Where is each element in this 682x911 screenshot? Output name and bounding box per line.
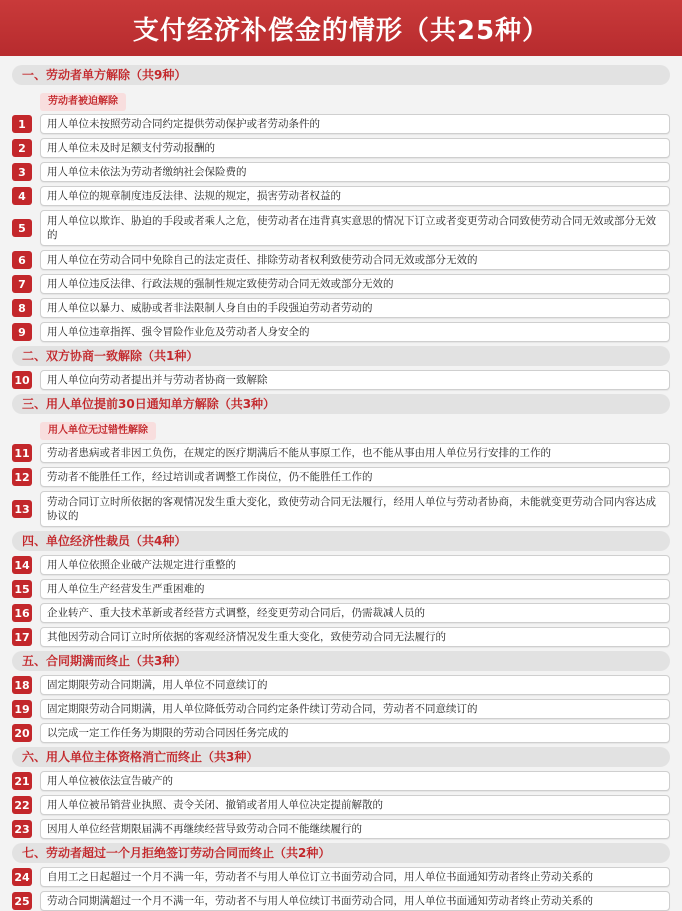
list-item (12, 699, 670, 719)
content-area (0, 56, 682, 911)
section-title: 六、用人单位主体资格消亡而终止（共3种） (12, 747, 670, 767)
item-text: 企业转产、重大技术革新或者经营方式调整，经变更劳动合同后，仍需裁减人员的 (40, 603, 670, 623)
section (12, 531, 670, 647)
section-subtitle: 劳动者被迫解除 (40, 93, 126, 111)
list-item (12, 819, 670, 839)
item-text: 用人单位违章指挥、强令冒险作业危及劳动者人身安全的 (40, 322, 670, 342)
item-number-badge: 4 (12, 187, 32, 205)
item-number-badge: 9 (12, 323, 32, 341)
item-number-badge: 24 (12, 868, 32, 886)
section-title: 二、双方协商一致解除（共1种） (12, 346, 670, 366)
item-number-badge: 10 (12, 371, 32, 389)
section-title: 三、用人单位提前30日通知单方解除（共3种） (12, 394, 670, 414)
list-item (12, 771, 670, 791)
section-title: 七、劳动者超过一个月拒绝签订劳动合同而终止（共2种） (12, 843, 670, 863)
page-title: 支付经济补偿金的情形（共25种） (0, 0, 682, 56)
item-text: 用人单位依照企业破产法规定进行重整的 (40, 555, 670, 575)
item-text: 用人单位的规章制度违反法律、法规的规定，损害劳动者权益的 (40, 186, 670, 206)
list-item (12, 867, 670, 887)
item-number-badge: 14 (12, 556, 32, 574)
item-number-badge: 2 (12, 139, 32, 157)
item-text: 用人单位被依法宣告破产的 (40, 771, 670, 791)
list-item (12, 579, 670, 599)
item-number-badge: 25 (12, 892, 32, 910)
list-item (12, 298, 670, 318)
section (12, 394, 670, 527)
item-text: 固定期限劳动合同期满，用人单位不同意续订的 (40, 675, 670, 695)
list-item (12, 370, 670, 390)
list-item (12, 491, 670, 527)
list-item (12, 138, 670, 158)
section (12, 747, 670, 839)
item-number-badge: 6 (12, 251, 32, 269)
item-text: 用人单位未按照劳动合同约定提供劳动保护或者劳动条件的 (40, 114, 670, 134)
item-text: 用人单位违反法律、行政法规的强制性规定致使劳动合同无效或部分无效的 (40, 274, 670, 294)
list-item (12, 795, 670, 815)
item-text: 劳动者患病或者非因工负伤，在规定的医疗期满后不能从事原工作，也不能从事由用人单位另行安排的工作的 (40, 443, 670, 463)
section-title: 一、劳动者单方解除（共9种） (12, 65, 670, 85)
list-item (12, 114, 670, 134)
list-item (12, 467, 670, 487)
item-text: 用人单位在劳动合同中免除自己的法定责任、排除劳动者权利致使劳动合同无效或部分无效的 (40, 250, 670, 270)
item-text: 劳动合同订立时所依据的客观情况发生重大变化，致使劳动合同无法履行，经用人单位与劳动者协商，未能就变更劳动合同内容达成协议的 (40, 491, 670, 527)
item-text: 其他因劳动合同订立时所依据的客观经济情况发生重大变化，致使劳动合同无法履行的 (40, 627, 670, 647)
item-text: 因用人单位经营期限届满不再继续经营导致劳动合同不能继续履行的 (40, 819, 670, 839)
section (12, 651, 670, 743)
list-item (12, 210, 670, 246)
item-number-badge: 13 (12, 500, 32, 518)
item-number-badge: 8 (12, 299, 32, 317)
list-item (12, 322, 670, 342)
item-number-badge: 15 (12, 580, 32, 598)
item-text: 用人单位生产经营发生严重困难的 (40, 579, 670, 599)
list-item (12, 186, 670, 206)
section-subtitle: 用人单位无过错性解除 (40, 422, 156, 440)
section-title: 四、单位经济性裁员（共4种） (12, 531, 670, 551)
item-number-badge: 19 (12, 700, 32, 718)
item-number-badge: 12 (12, 468, 32, 486)
section (12, 65, 670, 342)
item-number-badge: 3 (12, 163, 32, 181)
item-number-badge: 20 (12, 724, 32, 742)
item-text: 用人单位未依法为劳动者缴纳社会保险费的 (40, 162, 670, 182)
item-text: 用人单位未及时足额支付劳动报酬的 (40, 138, 670, 158)
list-item (12, 891, 670, 911)
item-number-badge: 1 (12, 115, 32, 133)
item-text: 劳动者不能胜任工作，经过培训或者调整工作岗位，仍不能胜任工作的 (40, 467, 670, 487)
list-item (12, 723, 670, 743)
item-number-badge: 16 (12, 604, 32, 622)
item-text: 用人单位以欺诈、胁迫的手段或者乘人之危，使劳动者在违背真实意思的情况下订立或者变更劳动合同致使劳动合同无效或部分无效的 (40, 210, 670, 246)
list-item (12, 675, 670, 695)
list-item (12, 162, 670, 182)
item-text: 固定期限劳动合同期满，用人单位降低劳动合同约定条件续订劳动合同，劳动者不同意续订的 (40, 699, 670, 719)
list-item (12, 627, 670, 647)
section (12, 346, 670, 390)
item-number-badge: 5 (12, 219, 32, 237)
list-item (12, 555, 670, 575)
item-number-badge: 11 (12, 444, 32, 462)
item-text: 用人单位被吊销营业执照、责令关闭、撤销或者用人单位决定提前解散的 (40, 795, 670, 815)
item-text: 自用工之日起超过一个月不满一年，劳动者不与用人单位订立书面劳动合同，用人单位书面通知劳动者终止劳动关系的 (40, 867, 670, 887)
list-item (12, 443, 670, 463)
item-text: 用人单位向劳动者提出并与劳动者协商一致解除 (40, 370, 670, 390)
list-item (12, 250, 670, 270)
item-text: 劳动合同期满超过一个月不满一年，劳动者不与用人单位续订书面劳动合同，用人单位书面通知劳动者终止劳动关系的 (40, 891, 670, 911)
item-number-badge: 18 (12, 676, 32, 694)
item-text: 以完成一定工作任务为期限的劳动合同因任务完成的 (40, 723, 670, 743)
item-number-badge: 22 (12, 796, 32, 814)
list-item (12, 274, 670, 294)
list-item (12, 603, 670, 623)
item-text: 用人单位以暴力、威胁或者非法限制人身自由的手段强迫劳动者劳动的 (40, 298, 670, 318)
item-number-badge: 17 (12, 628, 32, 646)
item-number-badge: 23 (12, 820, 32, 838)
section (12, 843, 670, 911)
item-number-badge: 21 (12, 772, 32, 790)
item-number-badge: 7 (12, 275, 32, 293)
section-title: 五、合同期满而终止（共3种） (12, 651, 670, 671)
